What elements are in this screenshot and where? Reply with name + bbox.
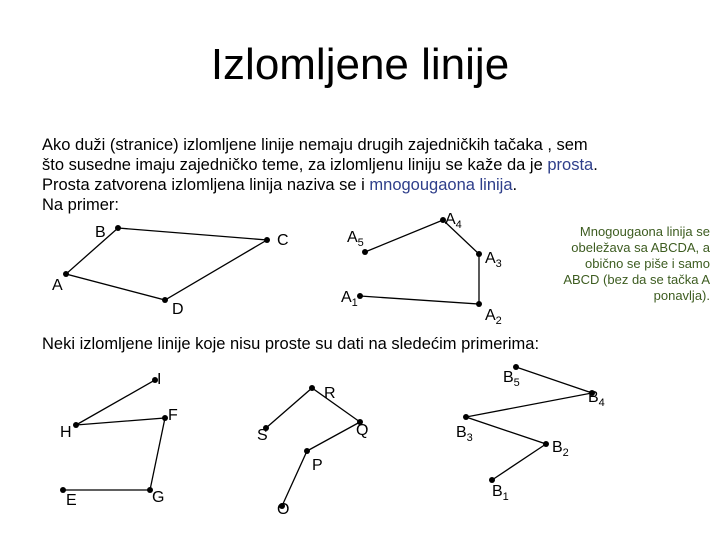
label-b3-sub: 3 xyxy=(466,432,473,444)
label-b3-base: B xyxy=(456,424,467,441)
label-b5-sub: 5 xyxy=(513,377,520,389)
vertex-h xyxy=(73,422,79,428)
label-a2 xyxy=(485,307,502,327)
label-a5-sub: 5 xyxy=(357,237,364,249)
label-a3-base: A xyxy=(485,250,496,267)
label-a3 xyxy=(485,250,502,270)
label-s: S xyxy=(257,427,268,444)
page-title: Izlomljene linije xyxy=(210,40,510,89)
label-a1 xyxy=(341,289,358,309)
vertex-b xyxy=(115,225,121,231)
vertex-r xyxy=(309,385,315,391)
intro-line-3-text: Prosta zatvorena izlomljena linija naziva se i xyxy=(42,176,370,194)
vertex-c xyxy=(264,237,270,243)
label-i: I xyxy=(157,371,162,388)
label-b3 xyxy=(456,424,473,444)
vertex-a3 xyxy=(476,251,482,257)
intro-line-4: Na primer: xyxy=(42,196,120,214)
polyline-a1-a5 xyxy=(357,220,479,304)
label-b5 xyxy=(503,369,520,389)
label-c: C xyxy=(277,232,289,249)
vertex-a xyxy=(63,271,69,277)
label-d: D xyxy=(172,301,184,318)
polyline-opqrs xyxy=(266,388,360,506)
label-b2-base: B xyxy=(552,439,563,456)
subheading: Neki izlomljene linije koje nisu proste su dati na sledećim primerima: xyxy=(42,335,540,353)
label-b: B xyxy=(95,224,106,241)
polyline-eghfi xyxy=(63,380,165,490)
label-g: G xyxy=(152,489,165,506)
vertex-a1 xyxy=(357,293,363,299)
label-a5-base: A xyxy=(347,229,358,246)
vertex-b3 xyxy=(463,414,469,420)
label-a4-base: A xyxy=(445,211,456,228)
label-f: F xyxy=(168,407,178,424)
side-note: Mnogougaona linija se obeležava sa ABCDA, a obično se piše i samo ABCD (bez da se tačka A ponavlja). xyxy=(563,224,710,303)
label-a5 xyxy=(347,229,364,249)
label-a1-base: A xyxy=(341,289,352,306)
vertex-b2 xyxy=(543,441,549,447)
vertex-a2 xyxy=(476,301,482,307)
vertex-a5 xyxy=(362,249,368,255)
label-b4-sub: 4 xyxy=(598,397,605,409)
label-a3-sub: 3 xyxy=(495,258,502,270)
label-b1-base: B xyxy=(492,483,503,500)
label-a2-sub: 2 xyxy=(495,315,502,327)
label-e: E xyxy=(66,492,77,509)
label-b4-base: B xyxy=(588,389,599,406)
label-o: O xyxy=(277,501,290,518)
intro-line-2-end: . xyxy=(593,156,598,174)
label-b5-base: B xyxy=(503,369,514,386)
label-a1-sub: 1 xyxy=(351,297,358,309)
label-h: H xyxy=(60,424,72,441)
polyline-b1-b5 xyxy=(466,367,592,480)
label-a4-sub: 4 xyxy=(455,219,462,231)
term-mnogougaona: mnogougaona linija xyxy=(369,176,513,194)
term-prosta: prosta xyxy=(547,156,594,174)
label-b1 xyxy=(492,483,509,503)
label-p: P xyxy=(312,457,323,474)
label-b1-sub: 1 xyxy=(502,491,509,503)
label-b2-sub: 2 xyxy=(562,447,569,459)
label-b2 xyxy=(552,439,569,459)
intro-line-1: Ako duži (stranice) izlomljene linije nemaju drugih zajedničkih tačaka , sem xyxy=(42,136,588,154)
vertex-d xyxy=(162,297,168,303)
label-a4 xyxy=(445,211,462,231)
vertex-b5 xyxy=(513,364,519,370)
vertex-p xyxy=(304,448,310,454)
label-b4 xyxy=(588,389,605,409)
label-a: A xyxy=(52,277,63,294)
intro-line-2-text: što susedne imaju zajedničko teme, za izlomljenu liniju se kaže da je xyxy=(42,156,548,174)
intro-line-3-end: . xyxy=(512,176,518,194)
label-r: R xyxy=(324,385,336,402)
label-a2-base: A xyxy=(485,307,496,324)
label-q: Q xyxy=(356,422,369,439)
